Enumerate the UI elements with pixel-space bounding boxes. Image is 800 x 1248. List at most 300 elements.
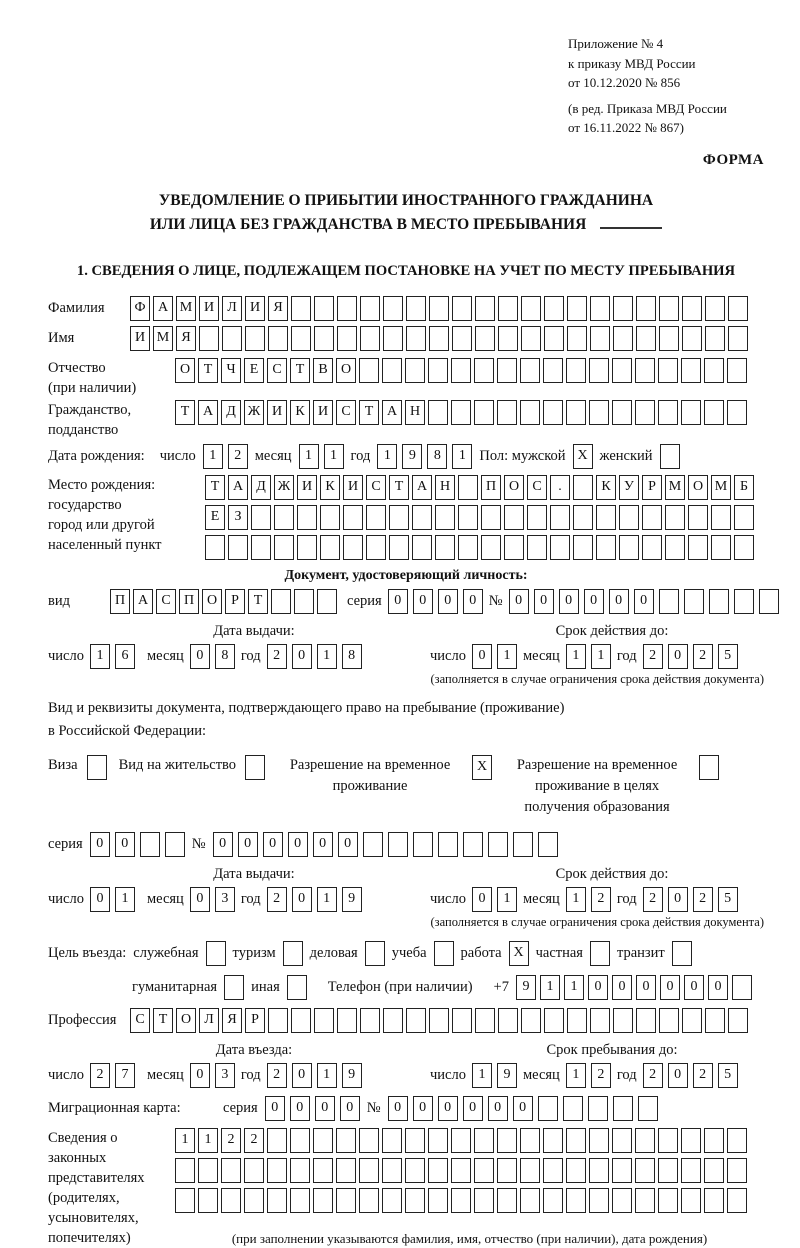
stay-year-field[interactable] [643, 1063, 738, 1088]
temp-residence-education-checkbox[interactable] [699, 755, 719, 780]
cell[interactable]: 5 [718, 644, 738, 669]
birthplace-row-3[interactable] [205, 535, 754, 560]
cell[interactable]: 0 [463, 589, 483, 614]
cell[interactable]: Т [359, 400, 379, 425]
cell[interactable] [287, 975, 307, 1000]
cell[interactable] [452, 1008, 472, 1033]
cell[interactable] [705, 1008, 725, 1033]
cell[interactable]: 2 [90, 1063, 110, 1088]
entry-month-field[interactable] [190, 1063, 235, 1088]
cell[interactable] [682, 1008, 702, 1033]
cell[interactable]: Т [290, 358, 310, 383]
cell[interactable]: 0 [315, 1096, 335, 1121]
birth-month-field[interactable] [299, 444, 344, 469]
cell[interactable] [566, 400, 586, 425]
cell[interactable]: 0 [513, 1096, 533, 1121]
cell[interactable] [660, 444, 680, 469]
cell[interactable] [635, 1188, 655, 1213]
cell[interactable] [705, 296, 725, 321]
cell[interactable] [658, 1158, 678, 1183]
cell[interactable] [428, 400, 448, 425]
cell[interactable]: Т [389, 475, 409, 500]
cell[interactable]: А [228, 475, 248, 500]
cell[interactable]: М [665, 475, 685, 500]
cell[interactable] [543, 1128, 563, 1153]
cell[interactable] [360, 1008, 380, 1033]
cell[interactable] [244, 1188, 264, 1213]
cell[interactable] [313, 1158, 333, 1183]
cell[interactable] [704, 358, 724, 383]
cell[interactable]: М [153, 326, 173, 351]
cell[interactable]: Р [225, 589, 245, 614]
cell[interactable] [314, 1008, 334, 1033]
cell[interactable] [451, 1128, 471, 1153]
cell[interactable]: Ф [130, 296, 150, 321]
cell[interactable] [251, 505, 271, 530]
cell[interactable] [681, 400, 701, 425]
cell[interactable] [566, 1188, 586, 1213]
cell[interactable]: А [198, 400, 218, 425]
cell[interactable] [563, 1096, 583, 1121]
stay-month-field[interactable] [566, 1063, 611, 1088]
cell[interactable] [140, 832, 160, 857]
cell[interactable] [635, 1128, 655, 1153]
cell[interactable] [337, 326, 357, 351]
cell[interactable]: 8 [342, 644, 362, 669]
cell[interactable] [619, 505, 639, 530]
cell[interactable]: 0 [660, 975, 680, 1000]
cell[interactable] [659, 326, 679, 351]
cell[interactable]: 1 [175, 1128, 195, 1153]
cell[interactable] [636, 326, 656, 351]
cell[interactable] [488, 832, 508, 857]
cell[interactable]: Д [221, 400, 241, 425]
cell[interactable]: 0 [292, 1063, 312, 1088]
cell[interactable]: 0 [115, 832, 135, 857]
cell[interactable] [521, 326, 541, 351]
cell[interactable]: С [527, 475, 547, 500]
cell[interactable] [550, 505, 570, 530]
cell[interactable] [291, 1008, 311, 1033]
purpose-private-checkbox[interactable] [590, 941, 610, 966]
migration-number-field[interactable] [388, 1096, 658, 1121]
cell[interactable]: 0 [340, 1096, 360, 1121]
cell[interactable] [550, 535, 570, 560]
cell[interactable] [588, 1096, 608, 1121]
cell[interactable]: С [336, 400, 356, 425]
cell[interactable] [573, 535, 593, 560]
cell[interactable] [251, 535, 271, 560]
cell[interactable]: Л [222, 296, 242, 321]
cell[interactable]: Л [199, 1008, 219, 1033]
cell[interactable]: 1 [591, 644, 611, 669]
cell[interactable] [389, 535, 409, 560]
cell[interactable] [474, 1128, 494, 1153]
cell[interactable] [573, 475, 593, 500]
cell[interactable]: 1 [566, 644, 586, 669]
purpose-business-checkbox[interactable] [365, 941, 385, 966]
cell[interactable] [567, 296, 587, 321]
cell[interactable] [590, 1008, 610, 1033]
cell[interactable] [87, 755, 107, 780]
cell[interactable] [360, 296, 380, 321]
cell[interactable]: Я [222, 1008, 242, 1033]
cell[interactable] [481, 535, 501, 560]
cell[interactable]: 0 [338, 832, 358, 857]
cell[interactable] [513, 832, 533, 857]
residence-issue-year-field[interactable] [267, 887, 362, 912]
cell[interactable] [658, 358, 678, 383]
gender-male-checkbox[interactable] [573, 444, 593, 469]
cell[interactable]: 2 [244, 1128, 264, 1153]
cell[interactable] [405, 1128, 425, 1153]
cell[interactable]: Т [248, 589, 268, 614]
cell[interactable] [727, 358, 747, 383]
residence-expiry-day-field[interactable] [472, 887, 517, 912]
cell[interactable]: Т [175, 400, 195, 425]
cell[interactable]: 0 [534, 589, 554, 614]
cell[interactable] [636, 1008, 656, 1033]
cell[interactable]: Ж [244, 400, 264, 425]
cell[interactable]: Д [251, 475, 271, 500]
cell[interactable] [359, 1188, 379, 1213]
cell[interactable]: 5 [718, 887, 738, 912]
cell[interactable] [504, 535, 524, 560]
cell[interactable]: У [619, 475, 639, 500]
cell[interactable] [635, 400, 655, 425]
cell[interactable] [590, 326, 610, 351]
cell[interactable]: 1 [203, 444, 223, 469]
cell[interactable]: Я [176, 326, 196, 351]
cell[interactable] [728, 326, 748, 351]
birthplace-row-1[interactable] [205, 475, 754, 500]
purpose-other-checkbox[interactable] [287, 975, 307, 1000]
cell[interactable] [435, 535, 455, 560]
cell[interactable] [612, 1188, 632, 1213]
cell[interactable] [589, 400, 609, 425]
cell[interactable]: 2 [693, 1063, 713, 1088]
cell[interactable] [383, 296, 403, 321]
cell[interactable] [497, 1188, 517, 1213]
cell[interactable] [428, 358, 448, 383]
cell[interactable] [274, 535, 294, 560]
doc-expiry-month-field[interactable] [566, 644, 611, 669]
cell[interactable]: 0 [292, 887, 312, 912]
cell[interactable] [728, 1008, 748, 1033]
cell[interactable] [224, 975, 244, 1000]
cell[interactable] [451, 400, 471, 425]
cell[interactable] [452, 296, 472, 321]
cell[interactable] [406, 326, 426, 351]
cell[interactable]: 0 [265, 1096, 285, 1121]
cell[interactable] [612, 1158, 632, 1183]
cell[interactable] [267, 1188, 287, 1213]
purpose-tourism-checkbox[interactable] [283, 941, 303, 966]
cell[interactable] [429, 326, 449, 351]
cell[interactable] [458, 505, 478, 530]
cell[interactable] [245, 755, 265, 780]
purpose-humanitarian-checkbox[interactable] [224, 975, 244, 1000]
cell[interactable] [474, 358, 494, 383]
cell[interactable]: 0 [609, 589, 629, 614]
cell[interactable]: 0 [263, 832, 283, 857]
cell[interactable] [244, 1158, 264, 1183]
cell[interactable]: 0 [290, 1096, 310, 1121]
cell[interactable] [658, 400, 678, 425]
purpose-transit-checkbox[interactable] [672, 941, 692, 966]
cell[interactable] [435, 505, 455, 530]
cell[interactable] [589, 358, 609, 383]
cell[interactable] [434, 941, 454, 966]
cell[interactable]: П [110, 589, 130, 614]
cell[interactable] [474, 400, 494, 425]
cell[interactable]: И [130, 326, 150, 351]
cell[interactable] [165, 832, 185, 857]
cell[interactable]: 0 [190, 887, 210, 912]
cell[interactable]: 0 [708, 975, 728, 1000]
cell[interactable]: М [711, 475, 731, 500]
gender-female-checkbox[interactable] [660, 444, 680, 469]
cell[interactable] [267, 1158, 287, 1183]
residence-issue-day-field[interactable] [90, 887, 135, 912]
cell[interactable]: 2 [643, 887, 663, 912]
given-name-field[interactable] [130, 326, 748, 351]
cell[interactable]: 1 [317, 644, 337, 669]
cell[interactable] [596, 505, 616, 530]
cell[interactable] [412, 505, 432, 530]
cell[interactable] [613, 326, 633, 351]
cell[interactable] [475, 296, 495, 321]
entry-day-field[interactable] [90, 1063, 135, 1088]
cell[interactable] [635, 1158, 655, 1183]
cell[interactable] [336, 1188, 356, 1213]
cell[interactable] [544, 296, 564, 321]
cell[interactable] [267, 1128, 287, 1153]
cell[interactable]: 0 [668, 644, 688, 669]
cell[interactable] [520, 1188, 540, 1213]
cell[interactable]: И [245, 296, 265, 321]
cell[interactable] [383, 1008, 403, 1033]
cell[interactable]: 2 [267, 1063, 287, 1088]
cell[interactable]: 1 [115, 887, 135, 912]
cell[interactable]: 9 [516, 975, 536, 1000]
cell[interactable] [727, 400, 747, 425]
cell[interactable]: 0 [438, 589, 458, 614]
temp-residence-checkbox[interactable] [472, 755, 492, 780]
cell[interactable]: 8 [215, 644, 235, 669]
cell[interactable]: П [481, 475, 501, 500]
cell[interactable]: 2 [221, 1128, 241, 1153]
cell[interactable]: 1 [497, 887, 517, 912]
cell[interactable] [199, 326, 219, 351]
cell[interactable] [388, 832, 408, 857]
cell[interactable]: И [199, 296, 219, 321]
cell[interactable]: С [366, 475, 386, 500]
cell[interactable] [567, 1008, 587, 1033]
cell[interactable]: 2 [591, 1063, 611, 1088]
birth-year-field[interactable] [377, 444, 472, 469]
cell[interactable] [520, 1128, 540, 1153]
residence-expiry-year-field[interactable] [643, 887, 738, 912]
cell[interactable] [659, 296, 679, 321]
residence-number-field[interactable] [213, 832, 558, 857]
cell[interactable] [283, 941, 303, 966]
cell[interactable]: 0 [288, 832, 308, 857]
cell[interactable]: О [688, 475, 708, 500]
cell[interactable]: Р [245, 1008, 265, 1033]
cell[interactable]: И [297, 475, 317, 500]
cell[interactable] [619, 535, 639, 560]
cell[interactable]: 1 [324, 444, 344, 469]
cell[interactable] [313, 1188, 333, 1213]
cell[interactable] [413, 832, 433, 857]
cell[interactable]: 2 [267, 887, 287, 912]
cell[interactable]: О [176, 1008, 196, 1033]
cell[interactable]: 9 [342, 887, 362, 912]
cell[interactable]: 0 [668, 887, 688, 912]
cell[interactable] [474, 1158, 494, 1183]
cell[interactable] [336, 1158, 356, 1183]
cell[interactable] [451, 1188, 471, 1213]
cell[interactable] [521, 1008, 541, 1033]
cell[interactable]: 0 [292, 644, 312, 669]
cell[interactable]: 0 [509, 589, 529, 614]
cell[interactable]: 7 [115, 1063, 135, 1088]
residence-expiry-month-field[interactable] [566, 887, 611, 912]
cell[interactable] [704, 400, 724, 425]
cell[interactable] [291, 296, 311, 321]
purpose-work-checkbox[interactable] [509, 941, 529, 966]
cell[interactable] [659, 589, 679, 614]
cell[interactable] [198, 1188, 218, 1213]
cell[interactable] [538, 1096, 558, 1121]
cell[interactable] [314, 296, 334, 321]
cell[interactable]: 0 [238, 832, 258, 857]
cell[interactable]: И [267, 400, 287, 425]
citizenship-field[interactable] [175, 400, 747, 425]
cell[interactable] [688, 535, 708, 560]
cell[interactable] [612, 400, 632, 425]
cell[interactable] [382, 1158, 402, 1183]
cell[interactable]: 2 [228, 444, 248, 469]
cell[interactable] [291, 326, 311, 351]
cell[interactable] [290, 1188, 310, 1213]
cell[interactable] [268, 326, 288, 351]
cell[interactable]: 1 [540, 975, 560, 1000]
cell[interactable] [365, 941, 385, 966]
cell[interactable]: 0 [588, 975, 608, 1000]
cell[interactable] [665, 505, 685, 530]
cell[interactable] [452, 326, 472, 351]
cell[interactable] [290, 1128, 310, 1153]
cell[interactable] [274, 505, 294, 530]
migration-series-field[interactable] [265, 1096, 360, 1121]
cell[interactable] [294, 589, 314, 614]
cell[interactable]: 0 [413, 589, 433, 614]
cell[interactable]: 0 [668, 1063, 688, 1088]
cell[interactable] [665, 535, 685, 560]
cell[interactable]: . [550, 475, 570, 500]
phone-field[interactable] [516, 975, 752, 1000]
cell[interactable] [389, 505, 409, 530]
cell[interactable] [682, 326, 702, 351]
cell[interactable] [659, 1008, 679, 1033]
cell[interactable] [658, 1188, 678, 1213]
cell[interactable]: 0 [388, 589, 408, 614]
cell[interactable] [642, 535, 662, 560]
cell[interactable] [727, 1188, 747, 1213]
cell[interactable] [681, 1128, 701, 1153]
cell[interactable]: 2 [643, 1063, 663, 1088]
cell[interactable]: Ч [221, 358, 241, 383]
cell[interactable]: 0 [413, 1096, 433, 1121]
guardians-row-1[interactable] [175, 1128, 764, 1153]
cell[interactable] [635, 358, 655, 383]
cell[interactable] [642, 505, 662, 530]
cell[interactable] [589, 1128, 609, 1153]
cell[interactable]: 0 [190, 644, 210, 669]
cell[interactable] [538, 832, 558, 857]
cell[interactable]: 9 [497, 1063, 517, 1088]
cell[interactable] [520, 358, 540, 383]
cell[interactable] [658, 1128, 678, 1153]
cell[interactable] [359, 1128, 379, 1153]
cell[interactable] [711, 505, 731, 530]
cell[interactable] [438, 832, 458, 857]
cell[interactable] [382, 1128, 402, 1153]
doc-expiry-year-field[interactable] [643, 644, 738, 669]
cell[interactable] [359, 1158, 379, 1183]
cell[interactable] [405, 1158, 425, 1183]
cell[interactable]: X [472, 755, 492, 780]
cell[interactable] [672, 941, 692, 966]
cell[interactable] [359, 358, 379, 383]
cell[interactable]: 9 [342, 1063, 362, 1088]
cell[interactable] [222, 326, 242, 351]
cell[interactable] [412, 535, 432, 560]
cell[interactable]: 1 [299, 444, 319, 469]
residence-series-field[interactable] [90, 832, 185, 857]
cell[interactable]: С [267, 358, 287, 383]
cell[interactable] [704, 1158, 724, 1183]
doc-kind-field[interactable] [110, 589, 337, 614]
cell[interactable]: 9 [402, 444, 422, 469]
cell[interactable]: Т [198, 358, 218, 383]
cell[interactable] [732, 975, 752, 1000]
cell[interactable]: 1 [90, 644, 110, 669]
guardians-row-3[interactable] [175, 1188, 764, 1213]
cell[interactable] [175, 1188, 195, 1213]
cell[interactable] [498, 326, 518, 351]
cell[interactable]: 8 [427, 444, 447, 469]
cell[interactable]: 2 [591, 887, 611, 912]
cell[interactable] [198, 1158, 218, 1183]
cell[interactable]: Т [205, 475, 225, 500]
cell[interactable] [759, 589, 779, 614]
cell[interactable] [406, 1008, 426, 1033]
cell[interactable]: 1 [566, 887, 586, 912]
cell[interactable] [297, 505, 317, 530]
cell[interactable] [590, 941, 610, 966]
cell[interactable] [337, 1008, 357, 1033]
cell[interactable] [520, 1158, 540, 1183]
cell[interactable]: О [504, 475, 524, 500]
cell[interactable]: 0 [438, 1096, 458, 1121]
cell[interactable]: 0 [634, 589, 654, 614]
cell[interactable] [589, 1188, 609, 1213]
cell[interactable] [363, 832, 383, 857]
cell[interactable] [428, 1128, 448, 1153]
